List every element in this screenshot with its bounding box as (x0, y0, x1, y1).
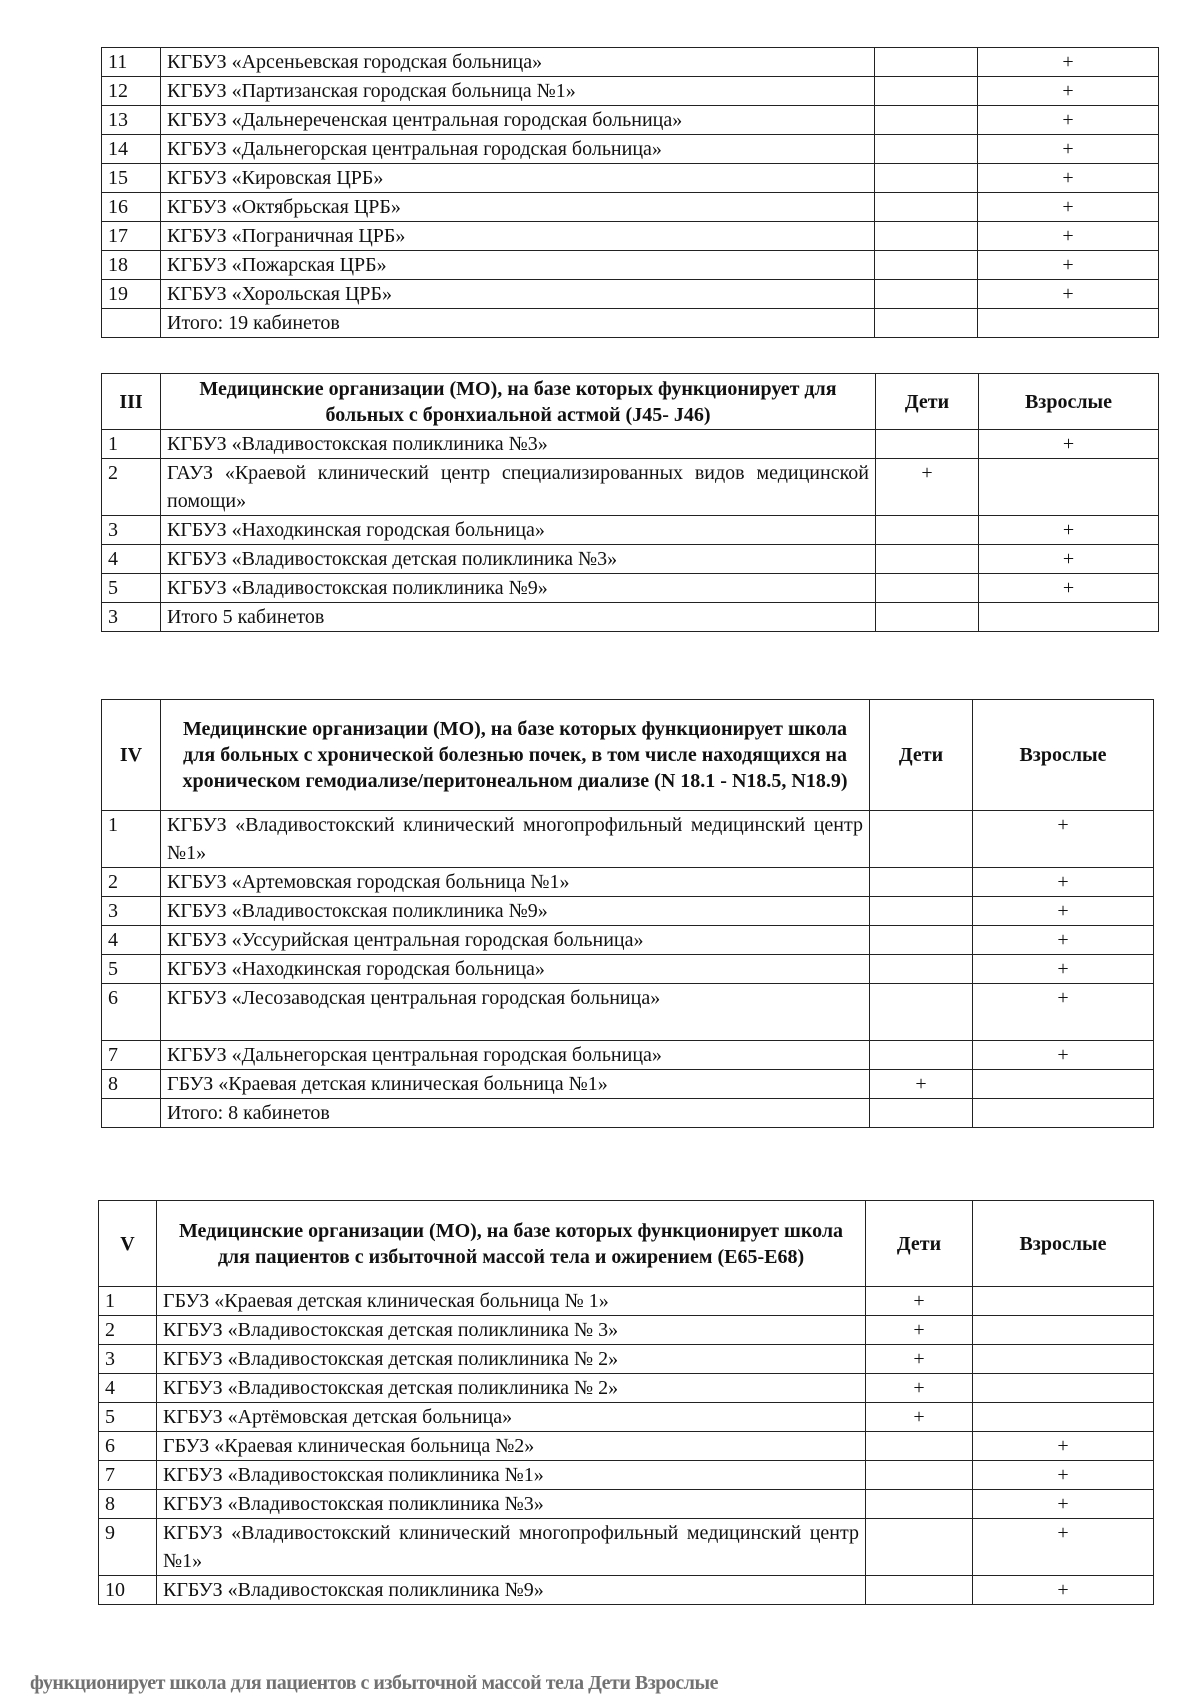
row-number (102, 1099, 161, 1128)
row-number: 11 (102, 48, 161, 77)
column-header-children: Дети (870, 700, 973, 811)
table-row (102, 135, 1159, 164)
section-title: Медицинские организации (МО), на базе которых функционирует школа для больных с хронической болезнью почек, в том числе находящихся на хроническом гемодиализе/перитонеальном диализе (N 18.1 - N18.5, N18.9) (161, 700, 870, 811)
adults-mark: + (978, 164, 1159, 193)
adults-mark: + (979, 574, 1159, 603)
children-mark: + (866, 1403, 973, 1432)
children-mark (870, 1041, 973, 1070)
table-row (102, 574, 1159, 603)
adults-mark (978, 309, 1159, 338)
section-number: III (102, 374, 161, 430)
table-header (102, 374, 1159, 430)
adults-mark: + (973, 1519, 1154, 1576)
header-row (99, 1201, 1154, 1287)
table-row (102, 77, 1159, 106)
org-name: ГАУЗ «Краевой клинический центр специализированных видов медицинской помощи» (161, 459, 876, 516)
table-body (99, 1287, 1154, 1605)
section-title: Медицинские организации (МО), на базе которых функционирует школа для пациентов с избыточной массой тела и ожирением (E65-E68) (157, 1201, 866, 1287)
org-name: КГБУЗ «Пожарская ЦРБ» (161, 251, 875, 280)
section-title: Медицинские организации (МО), на базе которых функционирует для больных с бронхиальной астмой (J45- J46) (161, 374, 876, 430)
children-mark (870, 868, 973, 897)
table-row (99, 1576, 1154, 1605)
adults-mark: + (978, 280, 1159, 309)
children-mark (875, 48, 978, 77)
row-number: 1 (102, 811, 161, 868)
adults-mark: + (973, 811, 1154, 868)
org-name: КГБУЗ «Находкинская городская больница» (161, 516, 876, 545)
table-row (102, 1070, 1154, 1099)
table-row (102, 868, 1154, 897)
row-number: 13 (102, 106, 161, 135)
adults-mark: + (973, 868, 1154, 897)
adults-mark: + (979, 545, 1159, 574)
adults-mark: + (979, 516, 1159, 545)
row-number: 2 (102, 459, 161, 516)
adults-mark: + (979, 430, 1159, 459)
children-mark (866, 1461, 973, 1490)
table-row (102, 897, 1154, 926)
table-row (102, 193, 1159, 222)
table-row (102, 955, 1154, 984)
row-number: 8 (102, 1070, 161, 1099)
row-number: 3 (102, 897, 161, 926)
total-label: Итого: 8 кабинетов (161, 1099, 870, 1128)
table-row (99, 1316, 1154, 1345)
table-header (102, 700, 1154, 811)
table-row (102, 516, 1159, 545)
children-mark (875, 77, 978, 106)
table-row (102, 48, 1159, 77)
row-number: 4 (99, 1374, 157, 1403)
children-mark: + (866, 1374, 973, 1403)
children-mark (866, 1490, 973, 1519)
adults-mark: + (978, 77, 1159, 106)
adults-mark: + (973, 1461, 1154, 1490)
children-mark: + (876, 459, 979, 516)
table-row (102, 984, 1154, 1041)
row-number: 2 (102, 868, 161, 897)
org-name: КГБУЗ «Октябрьская ЦРБ» (161, 193, 875, 222)
table-row (102, 251, 1159, 280)
children-mark (876, 574, 979, 603)
children-mark (866, 1519, 973, 1576)
children-mark (876, 430, 979, 459)
header-row (102, 374, 1159, 430)
children-mark (870, 984, 973, 1041)
row-number: 17 (102, 222, 161, 251)
org-name: КГБУЗ «Находкинская городская больница» (161, 955, 870, 984)
table-row (99, 1432, 1154, 1461)
adults-mark: + (973, 1432, 1154, 1461)
adults-mark (979, 603, 1159, 632)
row-number: 2 (99, 1316, 157, 1345)
table-row (99, 1345, 1154, 1374)
adults-mark: + (973, 926, 1154, 955)
table-section-iv (101, 699, 1154, 1128)
table-row (99, 1374, 1154, 1403)
total-label: Итого: 19 кабинетов (161, 309, 875, 338)
adults-mark (979, 459, 1159, 516)
adults-mark: + (978, 48, 1159, 77)
row-number: 12 (102, 77, 161, 106)
adults-mark (973, 1403, 1154, 1432)
org-name: КГБУЗ «Владивостокская поликлиника №3» (161, 430, 876, 459)
children-mark (870, 1099, 973, 1128)
adults-mark: + (978, 193, 1159, 222)
children-mark (875, 309, 978, 338)
children-mark (870, 811, 973, 868)
table-row (102, 459, 1159, 516)
org-name: КГБУЗ «Артёмовская детская больница» (157, 1403, 866, 1432)
children-mark (875, 193, 978, 222)
org-name: КГБУЗ «Дальнереченская центральная городская больница» (161, 106, 875, 135)
children-mark (875, 222, 978, 251)
table-section-iii (101, 373, 1159, 632)
table-row (99, 1490, 1154, 1519)
table-row (102, 164, 1159, 193)
org-name: КГБУЗ «Владивостокская поликлиника №9» (161, 574, 876, 603)
children-mark (875, 106, 978, 135)
org-name: ГБУЗ «Краевая детская клиническая больница №1» (161, 1070, 870, 1099)
org-name: КГБУЗ «Владивостокская детская поликлиника № 3» (157, 1316, 866, 1345)
total-row (102, 309, 1159, 338)
table-row (99, 1287, 1154, 1316)
row-number: 4 (102, 926, 161, 955)
table-row (102, 430, 1159, 459)
column-header-adults: Взрослые (979, 374, 1159, 430)
row-number: 8 (99, 1490, 157, 1519)
row-number: 6 (102, 984, 161, 1041)
column-header-children: Дети (866, 1201, 973, 1287)
total-row (102, 603, 1159, 632)
children-mark: + (866, 1316, 973, 1345)
table-row (102, 545, 1159, 574)
org-name: КГБУЗ «Кировская ЦРБ» (161, 164, 875, 193)
row-number: 3 (102, 603, 161, 632)
adults-mark (973, 1316, 1154, 1345)
children-mark (876, 603, 979, 632)
table-row (102, 811, 1154, 868)
scan-bleed-text: функционирует школа для пациентов с избыточной массой тела Дети Взрослые (30, 1672, 718, 1694)
adults-mark: + (978, 251, 1159, 280)
row-number (102, 309, 161, 338)
row-number: 18 (102, 251, 161, 280)
column-header-adults: Взрослые (973, 700, 1154, 811)
org-name: КГБУЗ «Владивостокский клинический многопрофильный медицинский центр №1» (157, 1519, 866, 1576)
adults-mark: + (973, 1490, 1154, 1519)
children-mark (875, 280, 978, 309)
row-number: 19 (102, 280, 161, 309)
org-name: КГБУЗ «Уссурийская центральная городская больница» (161, 926, 870, 955)
adults-mark: + (978, 222, 1159, 251)
children-mark: + (870, 1070, 973, 1099)
adults-mark: + (973, 955, 1154, 984)
table-row (102, 1041, 1154, 1070)
header-row (102, 700, 1154, 811)
adults-mark (973, 1070, 1154, 1099)
row-number: 5 (99, 1403, 157, 1432)
row-number: 5 (102, 574, 161, 603)
total-label: Итого 5 кабинетов (161, 603, 876, 632)
row-number: 3 (102, 516, 161, 545)
total-row (102, 1099, 1154, 1128)
children-mark (870, 897, 973, 926)
org-name: ГБУЗ «Краевая клиническая больница №2» (157, 1432, 866, 1461)
org-name: КГБУЗ «Артемовская городская больница №1» (161, 868, 870, 897)
row-number: 6 (99, 1432, 157, 1461)
column-header-children: Дети (876, 374, 979, 430)
table-row (99, 1403, 1154, 1432)
org-name: КГБУЗ «Хорольская ЦРБ» (161, 280, 875, 309)
children-mark (876, 516, 979, 545)
row-number: 15 (102, 164, 161, 193)
org-name: КГБУЗ «Владивостокская детская поликлиника № 2» (157, 1345, 866, 1374)
org-name: КГБУЗ «Дальнегорская центральная городская больница» (161, 135, 875, 164)
children-mark (875, 251, 978, 280)
adults-mark: + (973, 1576, 1154, 1605)
row-number: 14 (102, 135, 161, 164)
row-number: 16 (102, 193, 161, 222)
children-mark: + (866, 1345, 973, 1374)
table-section-v (98, 1200, 1154, 1605)
adults-mark: + (978, 106, 1159, 135)
row-number: 1 (102, 430, 161, 459)
table-row (99, 1461, 1154, 1490)
row-number: 4 (102, 545, 161, 574)
children-mark (876, 545, 979, 574)
children-mark (870, 955, 973, 984)
adults-mark: + (973, 897, 1154, 926)
org-name: КГБУЗ «Партизанская городская больница №1» (161, 77, 875, 106)
children-mark: + (866, 1287, 973, 1316)
table-row (102, 222, 1159, 251)
org-name: КГБУЗ «Дальнегорская центральная городская больница» (161, 1041, 870, 1070)
adults-mark (973, 1374, 1154, 1403)
org-name: КГБУЗ «Владивостокская детская поликлиника № 2» (157, 1374, 866, 1403)
org-name: КГБУЗ «Арсеньевская городская больница» (161, 48, 875, 77)
table-header (99, 1201, 1154, 1287)
org-name: КГБУЗ «Лесозаводская центральная городская больница» (161, 984, 870, 1041)
section-number: V (99, 1201, 157, 1287)
children-mark (866, 1576, 973, 1605)
org-name: КГБУЗ «Пограничная ЦРБ» (161, 222, 875, 251)
org-name: КГБУЗ «Владивостокская поликлиника №9» (161, 897, 870, 926)
adults-mark: + (978, 135, 1159, 164)
row-number: 7 (99, 1461, 157, 1490)
adults-mark: + (973, 984, 1154, 1041)
row-number: 9 (99, 1519, 157, 1576)
adults-mark (973, 1287, 1154, 1316)
org-name: КГБУЗ «Владивостокская детская поликлиника №3» (161, 545, 876, 574)
children-mark (875, 164, 978, 193)
org-name: КГБУЗ «Владивостокский клинический многопрофильный медицинский центр №1» (161, 811, 870, 868)
children-mark (870, 926, 973, 955)
table-row (102, 280, 1159, 309)
table-body (102, 48, 1159, 338)
adults-mark (973, 1099, 1154, 1128)
row-number: 10 (99, 1576, 157, 1605)
org-name: ГБУЗ «Краевая детская клиническая больница № 1» (157, 1287, 866, 1316)
row-number: 3 (99, 1345, 157, 1374)
table-body (102, 430, 1159, 632)
org-name: КГБУЗ «Владивостокская поликлиника №1» (157, 1461, 866, 1490)
table-body (102, 811, 1154, 1128)
table-row (102, 106, 1159, 135)
table-row (99, 1519, 1154, 1576)
row-number: 1 (99, 1287, 157, 1316)
row-number: 5 (102, 955, 161, 984)
children-mark (866, 1432, 973, 1461)
adults-mark: + (973, 1041, 1154, 1070)
column-header-adults: Взрослые (973, 1201, 1154, 1287)
org-name: КГБУЗ «Владивостокская поликлиника №3» (157, 1490, 866, 1519)
table-row (102, 926, 1154, 955)
children-mark (875, 135, 978, 164)
org-name: КГБУЗ «Владивостокская поликлиника №9» (157, 1576, 866, 1605)
row-number: 7 (102, 1041, 161, 1070)
adults-mark (973, 1345, 1154, 1374)
table-section-ii (101, 47, 1159, 338)
section-number: IV (102, 700, 161, 811)
